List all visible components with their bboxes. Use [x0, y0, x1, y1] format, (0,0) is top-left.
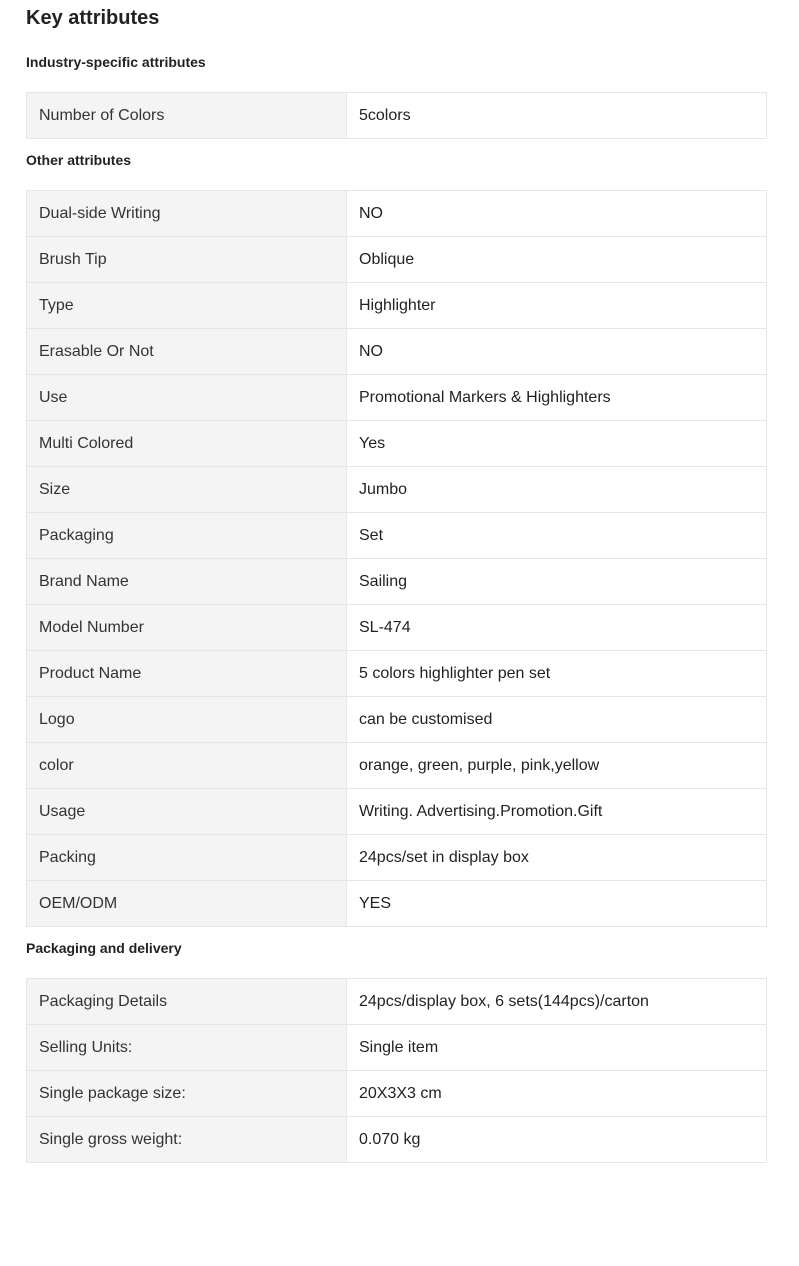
attribute-value: Promotional Markers & Highlighters: [347, 375, 767, 421]
attribute-key: Product Name: [27, 651, 347, 697]
attribute-key: Selling Units:: [27, 1025, 347, 1071]
section-title-packaging-delivery: Packaging and delivery: [26, 940, 182, 956]
table-row: [27, 559, 767, 605]
table-row: [27, 743, 767, 789]
attribute-key: Model Number: [27, 605, 347, 651]
attribute-value: Single item: [347, 1025, 767, 1071]
attribute-key: Size: [27, 467, 347, 513]
attribute-value: Highlighter: [347, 283, 767, 329]
table-row: [27, 605, 767, 651]
table-row: [27, 697, 767, 743]
attribute-value: 20X3X3 cm: [347, 1071, 767, 1117]
attribute-key: Packing: [27, 835, 347, 881]
other-attributes-table: [26, 190, 767, 927]
attribute-value: 5colors: [347, 93, 767, 139]
attribute-key: Dual-side Writing: [27, 191, 347, 237]
table-row: [27, 283, 767, 329]
table-row: [27, 979, 767, 1025]
table-row: [27, 467, 767, 513]
industry-attributes-table: [26, 92, 767, 139]
attribute-key: Packaging Details: [27, 979, 347, 1025]
attribute-key: Type: [27, 283, 347, 329]
attribute-value: Yes: [347, 421, 767, 467]
attribute-key: Use: [27, 375, 347, 421]
attribute-value: orange, green, purple, pink,yellow: [347, 743, 767, 789]
attribute-key: Number of Colors: [27, 93, 347, 139]
attribute-key: Packaging: [27, 513, 347, 559]
attribute-value: 0.070 kg: [347, 1117, 767, 1163]
table-row: [27, 329, 767, 375]
table-row: [27, 1025, 767, 1071]
table-row: [27, 191, 767, 237]
page-title: Key attributes: [26, 7, 160, 29]
attribute-value: Oblique: [347, 237, 767, 283]
table-row: [27, 881, 767, 927]
attribute-key: color: [27, 743, 347, 789]
attribute-key: Brush Tip: [27, 237, 347, 283]
attribute-key: Single gross weight:: [27, 1117, 347, 1163]
attribute-key: Brand Name: [27, 559, 347, 605]
attribute-value: 24pcs/display box, 6 sets(144pcs)/carton: [347, 979, 767, 1025]
section-title-industry-specific: Industry-specific attributes: [26, 54, 206, 70]
section-title-other: Other attributes: [26, 152, 132, 168]
attribute-value: Writing. Advertising.Promotion.Gift: [347, 789, 767, 835]
attribute-key: Single package size:: [27, 1071, 347, 1117]
attribute-value: can be customised: [347, 697, 767, 743]
table-row: [27, 835, 767, 881]
attribute-key: Multi Colored: [27, 421, 347, 467]
table-row: [27, 1071, 767, 1117]
attribute-key: OEM/ODM: [27, 881, 347, 927]
attribute-value: NO: [347, 191, 767, 237]
table-row: [27, 93, 767, 139]
attribute-key: Erasable Or Not: [27, 329, 347, 375]
table-row: [27, 651, 767, 697]
attribute-value: Jumbo: [347, 467, 767, 513]
attribute-value: 5 colors highlighter pen set: [347, 651, 767, 697]
attribute-key: Logo: [27, 697, 347, 743]
attribute-value: Sailing: [347, 559, 767, 605]
table-row: [27, 1117, 767, 1163]
table-row: [27, 375, 767, 421]
attribute-value: 24pcs/set in display box: [347, 835, 767, 881]
attribute-value: NO: [347, 329, 767, 375]
table-row: [27, 789, 767, 835]
attribute-key: Usage: [27, 789, 347, 835]
table-row: [27, 513, 767, 559]
attribute-value: YES: [347, 881, 767, 927]
table-row: [27, 237, 767, 283]
table-row: [27, 421, 767, 467]
packaging-delivery-table: [26, 978, 767, 1163]
attribute-value: Set: [347, 513, 767, 559]
key-attributes-panel: [26, 0, 767, 1163]
attribute-value: SL-474: [347, 605, 767, 651]
